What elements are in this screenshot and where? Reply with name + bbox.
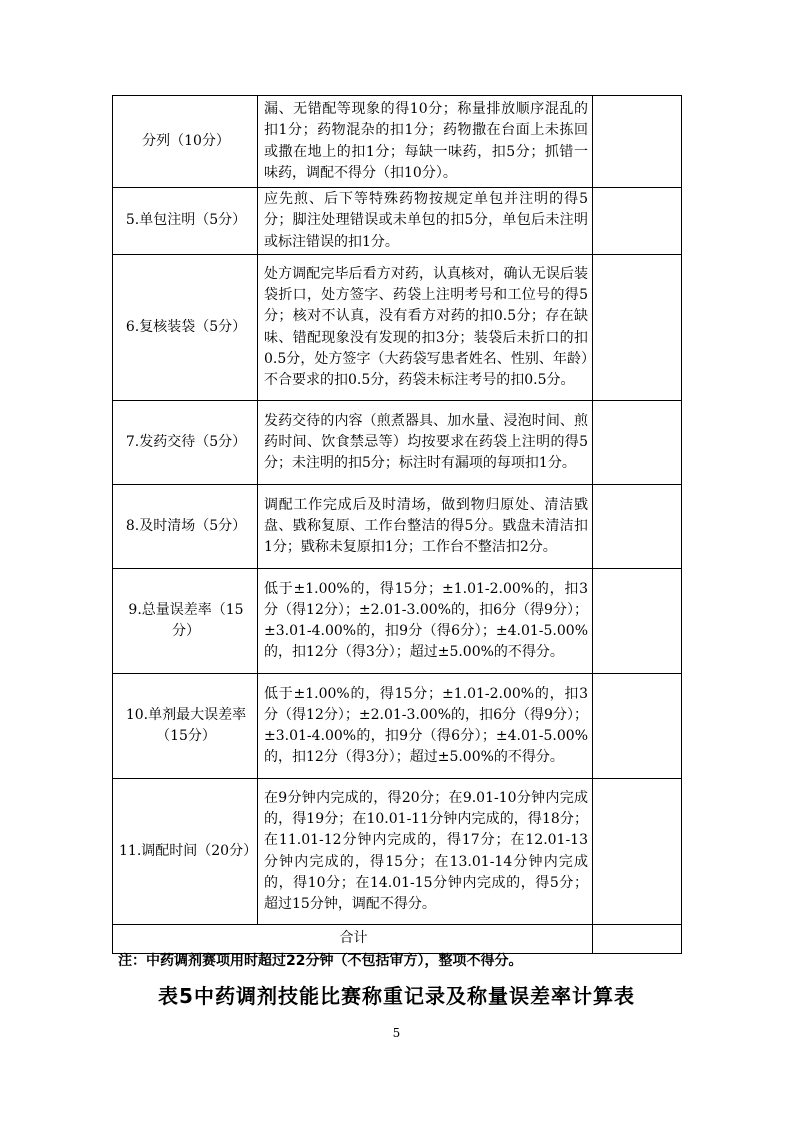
table-row	[113, 485, 682, 569]
score-cell	[593, 255, 682, 401]
criteria-cell: 处方调配完毕后看方对药，认真核对，确认无误后装袋折口，处方签字、药袋上注明考号和工位号的得5分；核对不认真，没有看方对药的扣0.5分；存在缺味、错配现象没有发现的扣3分；装袋后未折口的扣0.5分，处方签字（大药袋写患者姓名、性别、年龄）不合要求的扣0.5分，药袋未标注考号的扣0.5分。	[258, 255, 593, 401]
item-cell: 7.发药交待（5分）	[113, 401, 258, 485]
score-cell	[593, 96, 682, 188]
table-row	[113, 188, 682, 255]
score-cell	[593, 674, 682, 779]
table-row	[113, 96, 682, 188]
score-cell	[593, 188, 682, 255]
criteria-cell: 低于±1.00%的，得15分；±1.01-2.00%的，扣3分（得12分）；±2.01-3.00%的，扣6分（得9分）；±3.01-4.00%的，扣9分（得6分）；±4.01-5.00%的，扣12分（得3分）；超过±5.00%的不得分。	[258, 569, 593, 674]
score-cell	[593, 569, 682, 674]
item-cell: 分列（10分）	[113, 96, 258, 188]
table-row	[113, 674, 682, 779]
table-caption: 表5中药调剂技能比赛称重记录及称量误差率计算表	[158, 984, 635, 1008]
score-cell	[593, 401, 682, 485]
page-number: 5	[392, 1026, 401, 1040]
score-cell	[593, 485, 682, 569]
criteria-cell: 应先煎、后下等特殊药物按规定单包并注明的得5分；脚注处理错误或未单包的扣5分，单包后未注明或标注错误的扣1分。	[258, 188, 593, 255]
table-row	[113, 401, 682, 485]
criteria-cell: 低于±1.00%的，得15分；±1.01-2.00%的，扣3分（得12分）；±2.01-3.00%的，扣6分（得9分）；±3.01-4.00%的，扣9分（得6分）；±4.01-5.00%的，扣12分（得3分）；超过±5.00%的不得分。	[258, 674, 593, 779]
table-row	[113, 779, 682, 925]
total-value	[593, 925, 682, 954]
table-row	[113, 255, 682, 401]
table-row	[113, 569, 682, 674]
item-cell: 6.复核装袋（5分）	[113, 255, 258, 401]
total-label: 合计	[113, 925, 593, 954]
item-cell: 5.单包注明（5分）	[113, 188, 258, 255]
item-cell: 8.及时清场（5分）	[113, 485, 258, 569]
criteria-cell: 发药交待的内容（煎煮器具、加水量、浸泡时间、煎药时间、饮食禁忌等）均按要求在药袋上注明的得5分；未注明的扣5分；标注时有漏项的每项扣1分。	[258, 401, 593, 485]
item-cell: 11.调配时间（20分）	[113, 779, 258, 925]
criteria-cell: 在9分钟内完成的，得20分；在9.01-10分钟内完成的，得19分；在10.01-11分钟内完成的，得18分；在11.01-12分钟内完成的，得17分；在12.01-13分钟内完成的，得15分；在13.01-14分钟内完成的，得10分；在14.01-15分钟内完成的，得5分；超过15分钟，调配不得分。	[258, 779, 593, 925]
scoring-table	[112, 95, 682, 954]
item-cell: 10.单剂最大误差率（15分）	[113, 674, 258, 779]
item-cell: 9.总量误差率（15分）	[113, 569, 258, 674]
score-cell	[593, 779, 682, 925]
criteria-cell: 漏、无错配等现象的得10分；称量排放顺序混乱的扣1分；药物混杂的扣1分；药物撒在台面上未拣回或撒在地上的扣1分；每缺一味药，扣5分；抓错一味药，调配不得分（扣10分）。	[258, 96, 593, 188]
criteria-cell: 调配工作完成后及时清场，做到物归原处、清洁戥盘、戥称复原、工作台整洁的得5分。戥盘未清洁扣1分；戥称未复原扣1分；工作台不整洁扣2分。	[258, 485, 593, 569]
footnote: 注：中药调剂赛项用时超过22分钟（不包括审方），整项不得分。	[118, 953, 523, 969]
